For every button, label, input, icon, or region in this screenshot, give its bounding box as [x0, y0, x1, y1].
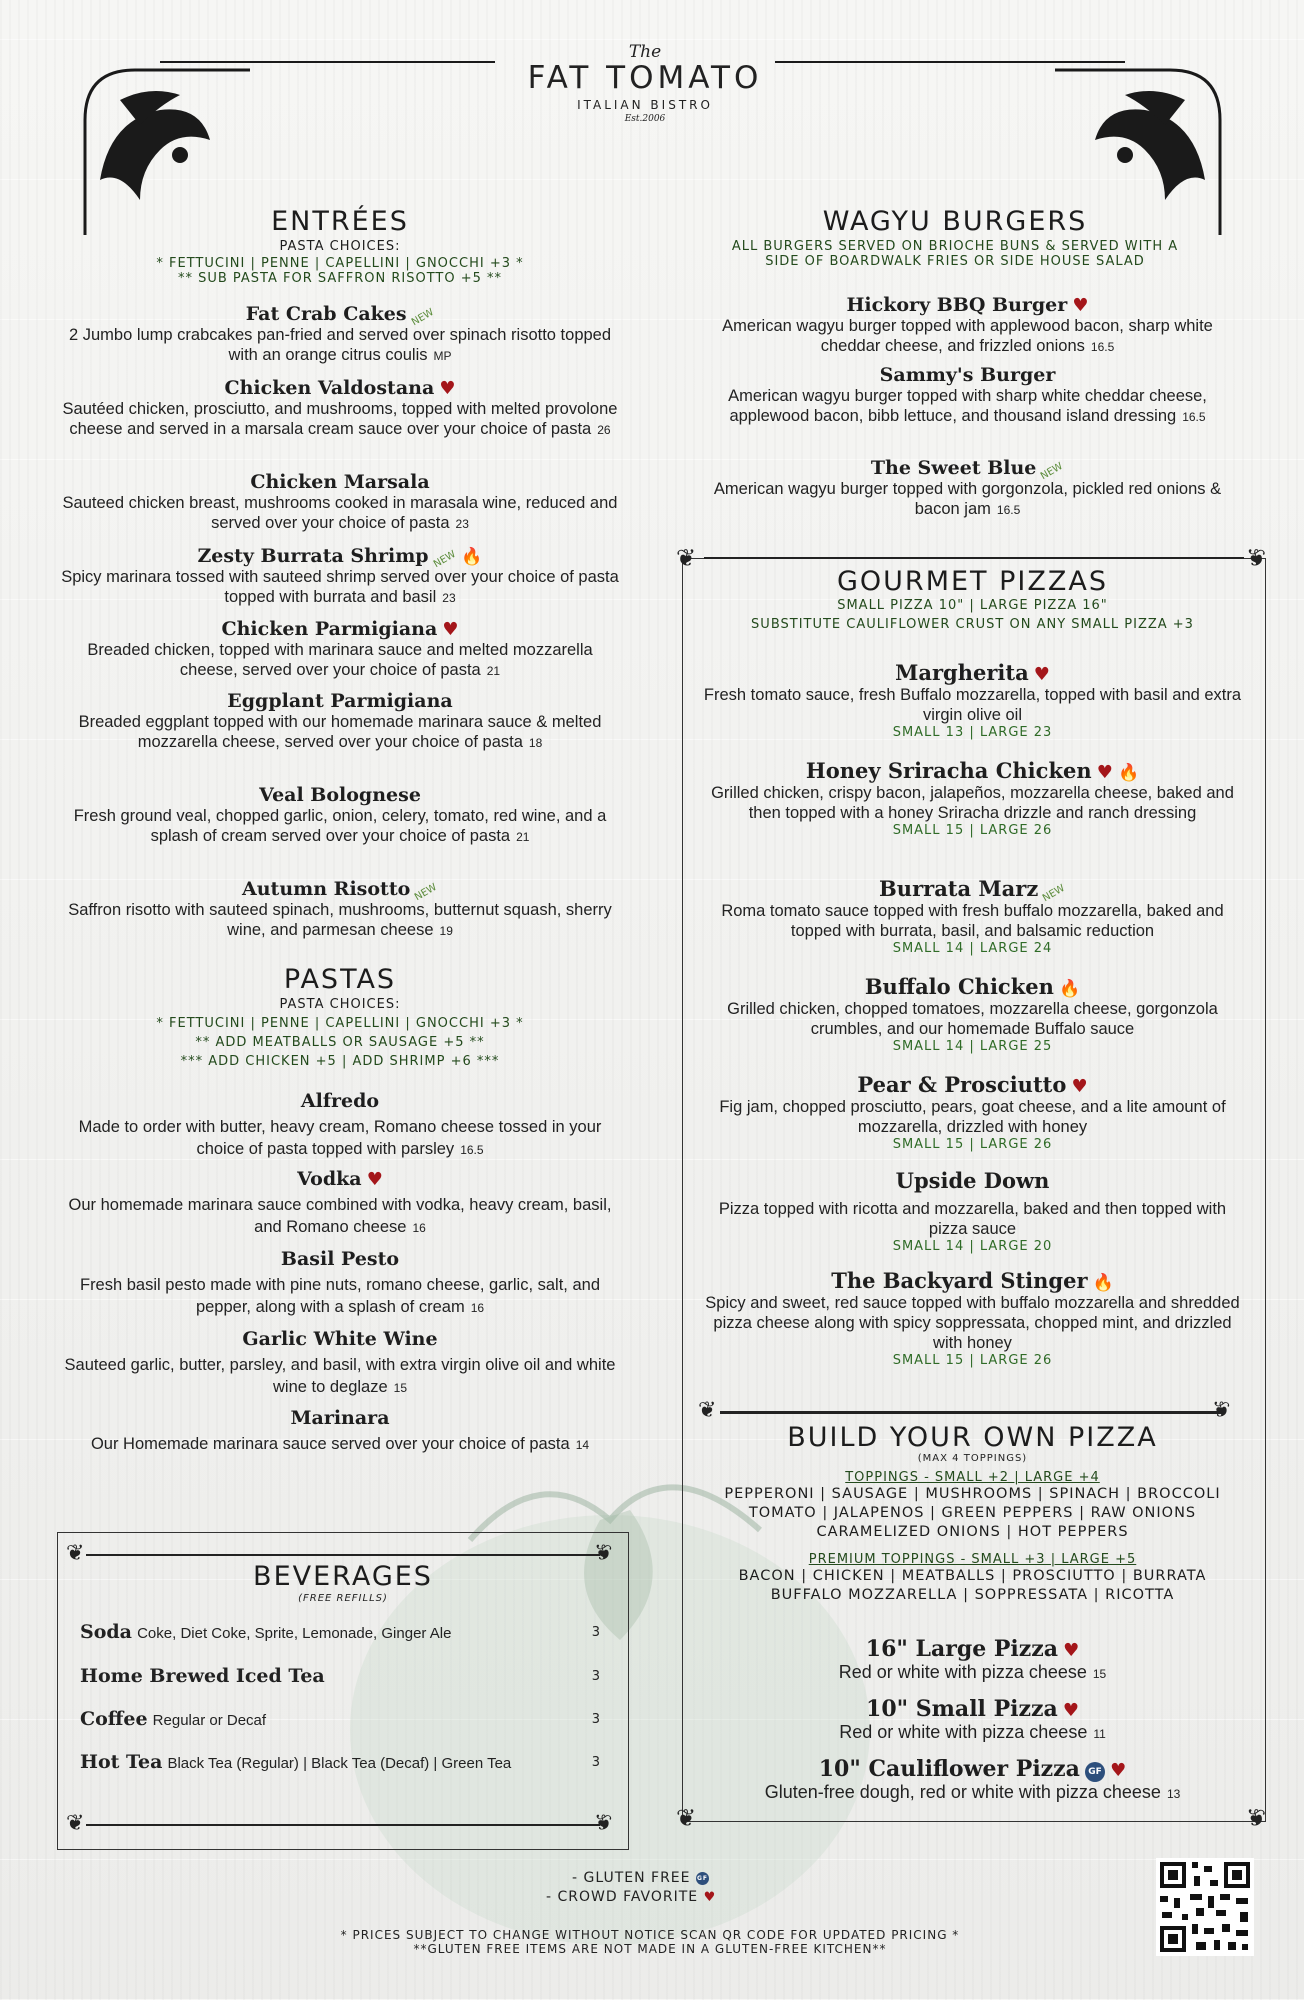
qr-code[interactable]: [1156, 1858, 1254, 1956]
burger-price: 16.5: [996, 503, 1021, 517]
entree-name: Fat Crab Cakes: [245, 303, 407, 325]
pizza-name: Pear & Prosciutto: [857, 1072, 1067, 1097]
byo-item: [700, 1696, 1245, 1744]
beverage-desc: Regular or Decaf: [152, 1712, 267, 1729]
pizza-name: Upside Down: [895, 1168, 1050, 1193]
footer-line1: * PRICES SUBJECT TO CHANGE WITHOUT NOTICE SCAN QR CODE FOR UPDATED PRICING *: [340, 1928, 960, 1942]
burgers-title: WAGYU BURGERS: [822, 206, 1088, 237]
pasta-price: 14: [575, 1438, 590, 1452]
ornament-icon: ❦: [594, 1541, 613, 1566]
pastas-choices-line2: ** ADD MEATBALLS OR SAUSAGE +5 **: [195, 1035, 485, 1050]
heart-icon: ♥: [1096, 762, 1113, 783]
logo-subtitle: ITALIAN BISTRO: [577, 98, 713, 112]
entree-desc: Sauteed chicken breast, mushrooms cooked in marasala wine, reduced and served over your choice of pasta: [62, 494, 618, 532]
heart-icon: ♥: [366, 1169, 383, 1190]
entree-item: [60, 784, 620, 847]
pasta-price: 15: [393, 1381, 408, 1395]
burger-price: 16.5: [1090, 340, 1115, 354]
pizza-desc: Pizza topped with ricotta and mozzarella, baked and then topped with pizza sauce: [718, 1200, 1227, 1238]
gluten-free-badge-icon: GF: [1085, 1762, 1105, 1782]
entree-name: Chicken Parmigiana: [221, 618, 438, 640]
heart-icon: ♥: [1071, 1076, 1088, 1097]
byo-desc: Red or white with pizza cheese: [838, 1662, 1087, 1682]
new-tag: NEW: [1041, 882, 1068, 905]
burgers-header: [690, 206, 1220, 269]
ornament-icon: ❦: [66, 1541, 85, 1566]
pasta-name: Marinara: [290, 1407, 390, 1429]
entree-name: Autumn Risotto: [242, 878, 411, 900]
entrees-pasta-choices-label: PASTA CHOICES:: [279, 239, 401, 254]
pizza-desc: Fig jam, chopped prosciutto, pears, goat cheese, and a lite amount of mozzarella, drizzled with honey: [719, 1098, 1226, 1136]
ornament-icon: ❦: [1246, 1804, 1267, 1832]
pasta-item: [60, 1407, 620, 1456]
pastas-title: PASTAS: [283, 964, 397, 995]
pastas-pasta-choices-label: PASTA CHOICES:: [279, 997, 401, 1012]
pizza-item: [700, 876, 1245, 956]
footer: [150, 1928, 1150, 1956]
byo-premium-head: PREMIUM TOPPINGS - SMALL +3 | LARGE +5: [808, 1552, 1137, 1567]
byo-toppings-line2: TOMATO | JALAPENOS | GREEN PEPPERS | RAW ONIONS: [748, 1505, 1197, 1521]
burger-item: [700, 294, 1235, 357]
beverages-subtitle: (FREE REFILLS): [298, 1593, 388, 1604]
pastas-header: [60, 964, 620, 1069]
byo-section: [690, 1422, 1255, 1605]
new-tag: NEW: [409, 306, 436, 329]
pizzas-sub-line1: SMALL PIZZA 10" | LARGE PIZZA 16": [837, 598, 1108, 613]
pizza-sizes: SMALL 15 | LARGE 26: [892, 1353, 1053, 1368]
entree-name: Veal Bolognese: [259, 784, 421, 806]
pasta-item: [60, 1328, 620, 1399]
pizza-sizes: SMALL 14 | LARGE 24: [892, 941, 1053, 956]
entree-item: [60, 377, 620, 440]
pizzas-title: GOURMET PIZZAS: [837, 566, 1108, 597]
new-tag: NEW: [413, 881, 440, 904]
fire-icon: 🔥: [1059, 979, 1081, 999]
entree-desc: Saffron risotto with sauteed spinach, mushrooms, butternut squash, sherry wine, and parmesan cheese: [68, 901, 612, 939]
logo-the: The: [628, 42, 662, 62]
ornament-icon: ❦: [698, 1398, 717, 1423]
entree-price: 21: [516, 830, 530, 844]
ornament-icon: ❦: [594, 1811, 613, 1836]
beverage-name: Hot Tea: [80, 1751, 163, 1773]
entrees-choices-line1: * FETTUCINI | PENNE | CAPELLINI | GNOCCHI +3 *: [156, 256, 524, 271]
byo-toppings-head: TOPPINGS - SMALL +2 | LARGE +4: [845, 1470, 1100, 1485]
logo-established: Est.2006: [624, 114, 666, 124]
gluten-free-badge-icon: GF: [696, 1872, 709, 1885]
byo-price: 11: [1093, 1727, 1106, 1741]
pizza-item: [700, 974, 1245, 1054]
pasta-desc: Fresh basil pesto made with pine nuts, romano cheese, garlic, salt, and pepper, along with a splash of cream: [79, 1276, 601, 1316]
burger-price: 16.5: [1182, 410, 1206, 424]
pasta-desc: Sauteed garlic, butter, parsley, and basil, with extra virgin olive oil and white wine to deglaze: [64, 1356, 616, 1396]
pizzas-header: [690, 566, 1255, 632]
pizza-desc: Roma tomato sauce topped with fresh buffalo mozzarella, baked and topped with burrata, basil, and balsamic reduction: [721, 902, 1224, 940]
burger-name: The Sweet Blue: [870, 457, 1037, 479]
ornament-icon: ❦: [66, 1811, 85, 1836]
heart-icon: ♥: [703, 1890, 717, 1905]
entree-name: Zesty Burrata Shrimp: [197, 545, 429, 567]
entree-desc: Breaded eggplant topped with our homemade marinara sauce & melted mozzarella cheese, served over your choice of pasta: [78, 713, 602, 751]
beverage-price: 3: [591, 1755, 600, 1770]
beverages-bottom-rule: [86, 1824, 600, 1826]
burger-name: Sammy's Burger: [879, 364, 1056, 386]
pizza-item: [700, 660, 1245, 740]
entree-item: [60, 303, 620, 366]
beverage-row: [80, 1621, 600, 1643]
legend: [540, 1870, 780, 1905]
pasta-name: Garlic White Wine: [242, 1328, 438, 1350]
beverages-box: [57, 1532, 629, 1850]
byo-desc: Gluten-free dough, red or white with pizza cheese: [764, 1782, 1161, 1802]
pizza-sizes: SMALL 15 | LARGE 26: [892, 823, 1053, 838]
entree-item: [60, 878, 620, 941]
heart-icon: ♥: [439, 378, 456, 399]
pasta-desc: Our Homemade marinara sauce served over your choice of pasta: [90, 1435, 570, 1453]
pizza-sizes: SMALL 14 | LARGE 25: [892, 1039, 1053, 1054]
ornament-icon: ❦: [1246, 544, 1267, 572]
burger-desc: American wagyu burger topped with gorgonzola, pickled red onions & bacon jam: [713, 480, 1222, 518]
entree-item: [60, 471, 620, 534]
pasta-name: Alfredo: [300, 1090, 380, 1112]
pizza-name: Honey Sriracha Chicken: [805, 758, 1092, 783]
byo-title: BUILD YOUR OWN PIZZA: [787, 1422, 1158, 1453]
entree-name: Chicken Marsala: [250, 471, 430, 493]
pizza-item: [700, 758, 1245, 838]
pizza-sizes: SMALL 13 | LARGE 23: [892, 725, 1053, 740]
beverage-name: Soda: [80, 1621, 132, 1643]
pasta-item: [60, 1168, 620, 1239]
fire-icon: 🔥: [1092, 1273, 1114, 1293]
pizza-desc: Spicy and sweet, red sauce topped with buffalo mozzarella and shredded pizza cheese along with spicy soppressata, chopped mint, and drizzled with honey: [705, 1294, 1240, 1352]
burger-desc: American wagyu burger topped with sharp white cheddar cheese, applewood bacon, bibb lettuce, and thousand island dressing: [728, 387, 1207, 425]
pasta-desc: Made to order with butter, heavy cream, Romano cheese tossed in your choice of pasta topped with parsley: [78, 1118, 602, 1158]
ornament-icon: ❦: [1212, 1398, 1231, 1423]
byo-item: [700, 1756, 1245, 1804]
pastas-choices-line3: *** ADD CHICKEN +5 | ADD SHRIMP +6 ***: [180, 1054, 500, 1069]
logo: [480, 42, 810, 124]
new-tag: NEW: [431, 548, 458, 571]
beverages-top-rule: [86, 1554, 600, 1556]
byo-desc: Red or white with pizza cheese: [839, 1722, 1088, 1742]
pasta-price: 16: [470, 1301, 485, 1315]
pizza-top-rule: [704, 557, 1244, 559]
ornament-icon: ❦: [676, 544, 697, 572]
beverages-title: BEVERAGES: [253, 1561, 433, 1592]
beverage-name: Home Brewed Iced Tea: [80, 1665, 325, 1687]
burger-desc: American wagyu burger topped with applewood bacon, sharp white cheddar cheese, and frizzled onions: [722, 317, 1213, 355]
pizza-name: The Backyard Stinger: [831, 1268, 1088, 1293]
beverage-row: [80, 1708, 600, 1730]
legend-gluten-free: - GLUTEN FREE: [572, 1870, 691, 1886]
ornament-icon: ❦: [676, 1804, 697, 1832]
beverage-desc: Coke, Diet Coke, Sprite, Lemonade, Ginger Ale: [137, 1625, 452, 1642]
heart-icon: ♥: [442, 619, 459, 640]
byo-name: 10" Small Pizza: [866, 1696, 1058, 1722]
heart-icon: ♥: [1110, 1760, 1127, 1781]
entree-price: 23: [442, 591, 456, 605]
entree-price: 26: [597, 423, 611, 437]
entree-item: [60, 618, 620, 681]
pasta-desc: Our homemade marinara sauce combined with vodka, heavy cream, basil, and Romano cheese: [68, 1196, 612, 1236]
pasta-name: Vodka: [297, 1168, 362, 1190]
burgers-sub-line1: ALL BURGERS SERVED ON BRIOCHE BUNS & SERVED WITH A: [731, 239, 1179, 254]
byo-toppings-line1: PEPPERONI | SAUSAGE | MUSHROOMS | SPINACH | BROCCOLI: [724, 1486, 1221, 1502]
beverage-row: [80, 1665, 600, 1687]
byo-subtitle: (MAX 4 TOPPINGS): [917, 1453, 1028, 1464]
pizzas-sub-line2: SUBSTITUTE CAULIFLOWER CRUST ON ANY SMALL PIZZA +3: [751, 617, 1194, 632]
pizza-sizes: SMALL 14 | LARGE 20: [892, 1239, 1053, 1254]
byo-name: 10" Cauliflower Pizza: [818, 1756, 1080, 1782]
beverage-price: 3: [591, 1712, 600, 1727]
entree-desc: Spicy marinara tossed with sauteed shrimp served over your choice of pasta topped with burrata and basil: [61, 568, 619, 606]
beverage-row: [80, 1751, 600, 1773]
beverage-price: 3: [591, 1669, 600, 1684]
entree-price: 19: [439, 924, 453, 938]
entree-item: [60, 545, 620, 608]
entree-item: [60, 690, 620, 753]
logo-name: FAT TOMATO: [527, 60, 763, 96]
pizza-item: [700, 1268, 1245, 1368]
pizza-item: [700, 1072, 1245, 1152]
byo-price: 15: [1092, 1667, 1107, 1681]
burgers-sub-line2: SIDE OF BOARDWALK FRIES OR SIDE HOUSE SALAD: [765, 254, 1145, 269]
beverage-price: 3: [591, 1625, 600, 1640]
byo-premium-line1: BACON | CHICKEN | MEATBALLS | PROSCIUTTO | BURRATA: [738, 1568, 1207, 1584]
entree-price: 18: [528, 736, 543, 750]
byo-name: 16" Large Pizza: [865, 1636, 1058, 1662]
entree-desc: Breaded chicken, topped with marinara sauce and melted mozzarella cheese, served over your choice of pasta: [87, 641, 593, 679]
heart-icon: ♥: [1062, 1700, 1079, 1721]
byo-divider-rule: [720, 1411, 1225, 1414]
beverage-name: Coffee: [80, 1708, 148, 1730]
byo-price: 13: [1166, 1787, 1181, 1801]
pastas-choices-line1: * FETTUCINI | PENNE | CAPELLINI | GNOCCHI +3 *: [156, 1016, 524, 1031]
pasta-item: [60, 1248, 620, 1319]
entrees-title: ENTRÉES: [271, 206, 409, 237]
legend-crowd-favorite: - CROWD FAVORITE: [546, 1889, 699, 1905]
fire-icon: 🔥: [1117, 763, 1140, 783]
pasta-price: 16: [412, 1221, 426, 1235]
burger-name: Hickory BBQ Burger: [846, 294, 1068, 316]
pasta-name: Basil Pesto: [280, 1248, 400, 1270]
footer-line2: **GLUTEN FREE ITEMS ARE NOT MADE IN A GLUTEN-FREE KITCHEN**: [413, 1942, 887, 1956]
pizza-item: [700, 1168, 1245, 1254]
pizza-name: Buffalo Chicken: [864, 974, 1054, 999]
entree-name: Eggplant Parmigiana: [227, 690, 453, 712]
heart-icon: ♥: [1072, 295, 1089, 316]
entree-desc: 2 Jumbo lump crabcakes pan-fried and served over spinach risotto topped with an orange citrus coulis: [68, 326, 612, 364]
top-rule-left: [160, 61, 495, 63]
pasta-item: [60, 1090, 620, 1161]
heart-icon: ♥: [1063, 1640, 1080, 1661]
byo-toppings-line3: CARAMELIZED ONIONS | HOT PEPPERS: [816, 1524, 1129, 1540]
pizza-desc: Grilled chicken, crispy bacon, jalapeños, mozzarella cheese, baked and then topped with a honey Sriracha drizzle and ranch dressing: [711, 784, 1234, 822]
pizza-name: Margherita: [895, 660, 1029, 685]
entree-price: MP: [433, 349, 452, 363]
top-rule-right: [775, 61, 1125, 63]
entrees-choices-line2: ** SUB PASTA FOR SAFFRON RISOTTO +5 **: [177, 271, 503, 286]
heart-icon: ♥: [1033, 664, 1050, 685]
fire-icon: 🔥: [461, 547, 483, 567]
burger-item: [700, 457, 1235, 520]
entrees-header: [60, 206, 620, 286]
pizza-desc: Grilled chicken, chopped tomatoes, mozzarella cheese, gorgonzola crumbles, and our homemade Buffalo sauce: [727, 1000, 1218, 1038]
entree-price: 23: [455, 517, 469, 531]
pasta-price: 16.5: [460, 1143, 484, 1157]
byo-item: [700, 1636, 1245, 1684]
byo-premium-line2: BUFFALO MOZZARELLA | SOPPRESSATA | RICOTTA: [770, 1587, 1175, 1603]
pizza-sizes: SMALL 15 | LARGE 26: [892, 1137, 1053, 1152]
entree-desc: Sautéed chicken, prosciutto, and mushrooms, topped with melted provolone cheese and served in a marsala cream sauce over your choice of pasta: [62, 400, 618, 438]
burger-item: [700, 364, 1235, 427]
entree-desc: Fresh ground veal, chopped garlic, onion, celery, tomato, red wine, and a splash of cream served over your choice of pasta: [73, 807, 607, 845]
pizza-desc: Fresh tomato sauce, fresh Buffalo mozzarella, topped with basil and extra virgin olive oil: [703, 686, 1242, 724]
entree-name: Chicken Valdostana: [224, 377, 435, 399]
pizza-name: Burrata Marz: [879, 876, 1039, 901]
beverage-desc: Black Tea (Regular) | Black Tea (Decaf) | Green Tea: [167, 1755, 512, 1772]
entree-price: 21: [486, 664, 501, 678]
new-tag: NEW: [1039, 460, 1066, 483]
